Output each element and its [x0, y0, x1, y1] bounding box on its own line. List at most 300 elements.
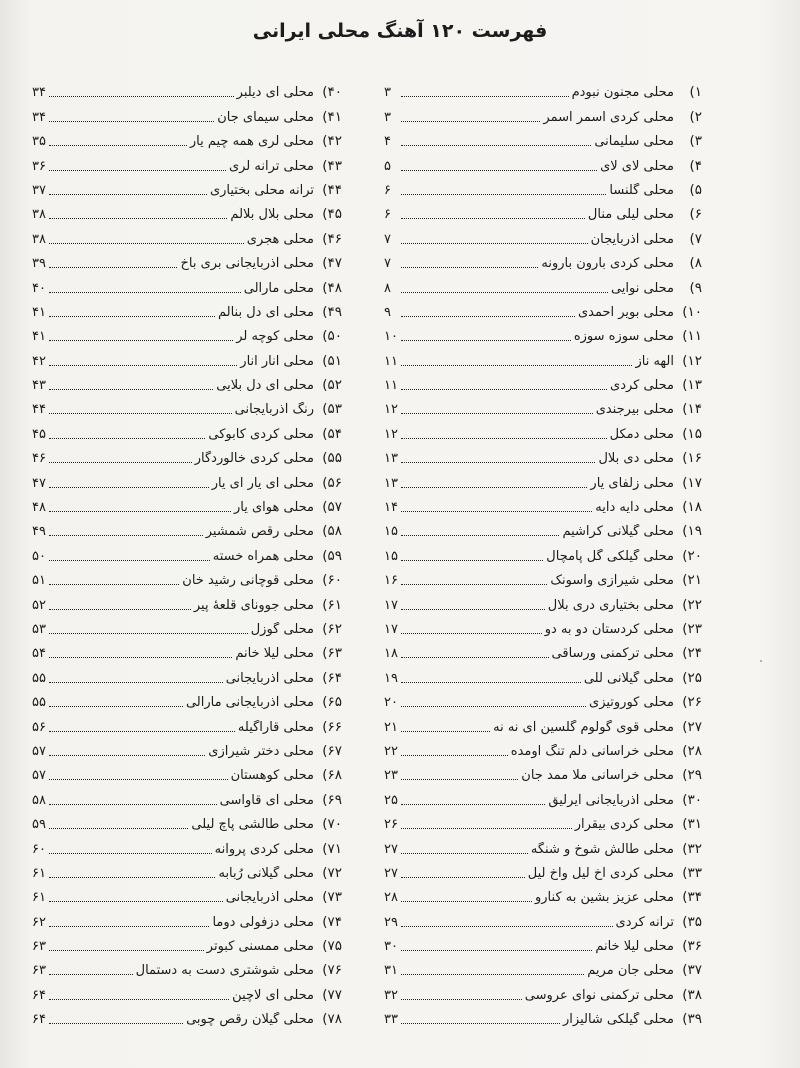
- entry-number: ۶۶): [322, 718, 342, 735]
- dot-leader: [49, 706, 183, 707]
- dot-leader: [49, 170, 226, 171]
- entry-title: محلی کوهستان: [230, 768, 314, 784]
- entry-page-number: ۱۳: [384, 475, 398, 491]
- toc-entry: [32, 783, 342, 807]
- entry-title: الهه ناز: [635, 353, 674, 369]
- dot-leader: [401, 389, 607, 390]
- entry-title: محلی کوچه لر: [236, 329, 314, 345]
- dot-leader: [401, 682, 581, 683]
- dot-leader: [401, 706, 586, 707]
- entry-page-number: ۱۰: [384, 329, 398, 345]
- dot-leader: [49, 609, 191, 610]
- entry-title: محلی لیلا خانم: [235, 646, 314, 662]
- entry-number: ۱۳): [682, 377, 702, 394]
- entry-number: ۴۱): [322, 108, 342, 125]
- toc-entry: [384, 759, 702, 783]
- dot-leader: [49, 96, 234, 97]
- entry-page-number: ۶۰: [32, 841, 46, 857]
- toc-entry: [32, 1003, 342, 1027]
- entry-number: ۱): [689, 84, 702, 101]
- dot-leader: [401, 926, 613, 927]
- entry-page-number: ۴۷: [32, 475, 46, 491]
- toc-entry: [32, 393, 342, 417]
- entry-number: ۴): [689, 157, 702, 174]
- entry-number: ۲۴): [682, 645, 702, 662]
- toc-entry: [384, 296, 702, 320]
- entry-number: ۴۶): [322, 230, 342, 247]
- dot-leader: [49, 316, 215, 317]
- entry-page-number: ۹: [384, 304, 391, 320]
- entry-number: ۲): [689, 108, 702, 125]
- dot-leader: [49, 487, 209, 488]
- entry-page-number: ۱۱: [384, 353, 398, 369]
- toc-entry: [384, 417, 702, 441]
- entry-number: ۱۰): [682, 303, 702, 320]
- entry-page-number: ۳۷: [32, 182, 46, 198]
- entry-title: محلی دایه دایه: [595, 500, 674, 516]
- dot-leader: [401, 438, 607, 439]
- dot-leader: [401, 292, 608, 293]
- dot-leader: [49, 413, 232, 414]
- entry-title: محلی خراسانی ملا ممد جان: [521, 768, 674, 784]
- entry-title: محلی لای لای: [600, 158, 674, 174]
- entry-page-number: ۵۴: [32, 646, 46, 662]
- toc-entry: [384, 978, 702, 1002]
- dot-leader: [401, 633, 542, 634]
- dot-leader: [49, 901, 223, 902]
- entry-title: محلی کوروتیزی: [589, 695, 674, 711]
- entry-title: محلی آذربایجان: [590, 231, 674, 247]
- toc-entry: [32, 417, 342, 441]
- dot-leader: [401, 877, 525, 878]
- dot-leader: [49, 779, 228, 780]
- entry-number: ۵۰): [322, 328, 342, 345]
- entry-number: ۴۳): [322, 157, 342, 174]
- dot-leader: [401, 218, 585, 219]
- dot-leader: [49, 340, 233, 341]
- toc-entry: [384, 588, 702, 612]
- toc-entry: [32, 442, 342, 466]
- entry-page-number: ۲۷: [384, 841, 398, 857]
- toc-entry: [384, 661, 702, 685]
- toc-entry: [384, 76, 702, 100]
- entry-title: محلی آذربایجانی: [225, 890, 314, 906]
- entry-number: ۳۵): [682, 913, 702, 930]
- entry-page-number: ۳۹: [32, 256, 46, 272]
- entry-page-number: ۱۴: [384, 500, 398, 516]
- dot-leader: [49, 121, 214, 122]
- entry-page-number: ۶: [384, 207, 391, 223]
- toc-entry: [32, 222, 342, 246]
- entry-title: محلی بویر احمدی: [577, 304, 674, 320]
- entry-number: ۸): [689, 255, 702, 272]
- toc-entry: [384, 954, 702, 978]
- entry-page-number: ۵۸: [32, 792, 46, 808]
- entry-number: ۵۴): [322, 425, 342, 442]
- dot-leader: [49, 877, 215, 878]
- toc-entry: [384, 491, 702, 515]
- toc-entry: [384, 393, 702, 417]
- entry-number: ۵۶): [322, 474, 342, 491]
- dot-leader: [49, 657, 232, 658]
- dot-leader: [401, 267, 538, 268]
- toc-entry: [32, 881, 342, 905]
- entry-title: محلی قوچانی رشید خان: [182, 573, 314, 589]
- entry-title: محلی کردی خالوردگار: [194, 451, 314, 467]
- toc-entry: [384, 149, 702, 173]
- dot-leader: [49, 243, 244, 244]
- dot-leader: [49, 218, 227, 219]
- entry-number: ۱۶): [682, 450, 702, 467]
- entry-page-number: ۴۱: [32, 329, 46, 345]
- entry-title: محلی گوزل: [250, 621, 314, 637]
- entry-number: ۶۰): [322, 572, 342, 589]
- entry-page-number: ۶۲: [32, 914, 46, 930]
- entry-number: ۷۳): [322, 889, 342, 906]
- toc-entry: [384, 686, 702, 710]
- entry-number: ۲۹): [682, 767, 702, 784]
- entry-title: محلی ای دل بنالم: [217, 304, 314, 320]
- entry-page-number: ۵۲: [32, 597, 46, 613]
- entry-page-number: ۲۹: [384, 914, 398, 930]
- entry-title: محلی دی بلال: [598, 451, 674, 467]
- entry-page-number: ۵۵: [32, 695, 46, 711]
- toc-entry: [32, 76, 342, 100]
- entry-page-number: ۵: [384, 158, 391, 174]
- entry-page-number: ۴۰: [32, 280, 46, 296]
- entry-page-number: ۳: [384, 109, 391, 125]
- entry-title: محلی سوزه سوزه: [573, 329, 674, 345]
- dot-leader: [49, 755, 205, 756]
- toc-entry: [32, 564, 342, 588]
- dot-leader: [401, 609, 545, 610]
- toc-entry: [32, 491, 342, 515]
- entry-page-number: ۳۶: [32, 158, 46, 174]
- entry-number: ۷۵): [322, 938, 342, 955]
- toc-entry: [32, 149, 342, 173]
- entry-number: ۶۴): [322, 669, 342, 686]
- entry-page-number: ۳۴: [32, 109, 46, 125]
- entry-page-number: ۱۱: [384, 378, 398, 394]
- entry-page-number: ۶۴: [32, 1012, 46, 1028]
- entry-number: ۷۸): [322, 1011, 342, 1028]
- entry-page-number: ۶: [384, 182, 391, 198]
- dot-leader: [401, 853, 528, 854]
- entry-number: ۶۸): [322, 767, 342, 784]
- dot-leader: [401, 121, 540, 122]
- toc-entry: [32, 539, 342, 563]
- toc-entry: [384, 320, 702, 344]
- entry-title: محلی دمکل: [609, 426, 674, 442]
- entry-page-number: ۵۰: [32, 548, 46, 564]
- toc-entry: [32, 588, 342, 612]
- entry-title: محلی آی قاواسی: [219, 792, 314, 808]
- dot-leader: [401, 316, 575, 317]
- entry-title: محلی هوای یار: [234, 500, 314, 516]
- entry-page-number: ۳۳: [384, 1012, 398, 1028]
- entry-title: محلی شوشتری دست به دستمال: [135, 963, 314, 979]
- entry-number: ۳۸): [682, 986, 702, 1003]
- dot-leader: [401, 170, 597, 171]
- entry-number: ۱۵): [682, 425, 702, 442]
- dot-leader: [401, 950, 592, 951]
- entry-number: ۶۲): [322, 620, 342, 637]
- entry-number: ۴۸): [322, 279, 342, 296]
- toc-entry: [384, 1003, 702, 1027]
- entry-page-number: ۱۶: [384, 573, 398, 589]
- toc-entry: [384, 222, 702, 246]
- dot-leader: [401, 413, 593, 414]
- entry-title: محلی قاراگیله: [237, 719, 314, 735]
- toc-entry: [384, 735, 702, 759]
- toc-entry: [32, 100, 342, 124]
- dot-leader: [401, 365, 632, 366]
- entry-title: محلی رقص شمشیر: [205, 524, 314, 540]
- entry-title: محلی طالش شوخ و شنگه: [530, 841, 674, 857]
- entry-number: ۱۲): [682, 352, 702, 369]
- entry-number: ۵۵): [322, 450, 342, 467]
- dot-leader: [401, 511, 592, 512]
- toc-entry: [384, 369, 702, 393]
- toc-entry: [32, 344, 342, 368]
- entry-number: ۶۳): [322, 645, 342, 662]
- entry-number: ۱۴): [682, 401, 702, 418]
- dot-leader: [49, 292, 241, 293]
- dot-leader: [401, 755, 508, 756]
- entry-number: ۱۱): [682, 328, 702, 345]
- entry-page-number: ۳۵: [32, 134, 46, 150]
- entry-page-number: ۲۱: [384, 719, 398, 735]
- toc-entry: [384, 344, 702, 368]
- entry-number: ۴۴): [322, 181, 342, 198]
- dot-leader: [401, 974, 584, 975]
- toc-entry: [384, 100, 702, 124]
- entry-page-number: ۲۵: [384, 792, 398, 808]
- toc-entry: [384, 832, 702, 856]
- toc-entry: [384, 857, 702, 881]
- entry-title: محلی سیمای جان: [217, 109, 314, 125]
- toc-column-right: [384, 76, 702, 1027]
- toc-entry: [384, 515, 702, 539]
- entry-title: محلی گلنسا: [609, 182, 674, 198]
- entry-page-number: ۱۷: [384, 597, 398, 613]
- entry-title: محلی بلال بلالُم: [230, 207, 314, 223]
- entry-number: ۳۹): [682, 1011, 702, 1028]
- toc-entry: [32, 637, 342, 661]
- entry-title: محلی انار انار: [240, 353, 314, 369]
- entry-title: محلی آذربایجانی بری باخ: [180, 256, 314, 272]
- entry-title: محلی کردستان دو به دو: [544, 621, 674, 637]
- entry-page-number: ۵۶: [32, 719, 46, 735]
- toc-entry: [384, 564, 702, 588]
- dot-leader: [49, 145, 187, 146]
- toc-entry: [384, 613, 702, 637]
- dot-leader: [401, 657, 549, 658]
- toc-entry: [32, 466, 342, 490]
- toc-entry: [32, 515, 342, 539]
- entry-number: ۴۵): [322, 206, 342, 223]
- entry-number: ۲۸): [682, 742, 702, 759]
- entry-number: ۲۷): [682, 718, 702, 735]
- entry-number: ۵۲): [322, 377, 342, 394]
- entry-title: محلی هجری: [246, 231, 314, 247]
- dot-leader: [49, 853, 212, 854]
- toc-entry: [32, 808, 342, 832]
- entry-number: ۷۲): [322, 864, 342, 881]
- toc-entry: [384, 637, 702, 661]
- entry-title: محلی ترکمنی نوای عروسی: [524, 987, 674, 1003]
- entry-page-number: ۵۹: [32, 817, 46, 833]
- dot-leader: [49, 804, 217, 805]
- entry-page-number: ۷: [384, 256, 391, 272]
- entry-title: محلی ممسنی کبوتر: [206, 939, 314, 955]
- entry-title: محلی ای دل بلایی: [216, 378, 314, 394]
- dot-leader: [401, 194, 606, 195]
- entry-title: محلی آذربایجانی آیرلیق: [548, 792, 674, 808]
- entry-title: محلی طالشی پاچ لیلی: [191, 817, 314, 833]
- toc-entry: [32, 271, 342, 295]
- entry-title: محلی گیلکی گل پامچال: [546, 548, 674, 564]
- entry-title: محلی کردی آخ لیل واخ لیل: [527, 865, 674, 881]
- toc-entry: [384, 198, 702, 222]
- entry-title: محلی کردی: [610, 378, 674, 394]
- entry-page-number: ۴۱: [32, 304, 46, 320]
- entry-page-number: ۳۸: [32, 207, 46, 223]
- dot-leader: [49, 926, 209, 927]
- dot-leader: [401, 487, 587, 488]
- paper-speck: [760, 660, 762, 662]
- entry-page-number: ۱۸: [384, 646, 398, 662]
- dot-leader: [401, 340, 571, 341]
- entry-title: محلی ای یار ای یار: [211, 475, 314, 491]
- entry-number: ۵۹): [322, 547, 342, 564]
- dot-leader: [401, 560, 543, 561]
- toc-entry: [32, 686, 342, 710]
- entry-number: ۶۷): [322, 742, 342, 759]
- entry-number: ۱۸): [682, 499, 702, 516]
- entry-title: محلی مجنون نبودم: [571, 85, 674, 101]
- entry-title: محلی زلفای یار: [590, 475, 674, 491]
- entry-title: ترانه کردی: [615, 914, 674, 930]
- toc-entry: [32, 832, 342, 856]
- dot-leader: [49, 365, 237, 366]
- toc-entry: [32, 296, 342, 320]
- entry-page-number: ۴۶: [32, 451, 46, 467]
- entry-page-number: ۴۵: [32, 426, 46, 442]
- entry-page-number: ۱۵: [384, 524, 398, 540]
- dot-leader: [49, 438, 205, 439]
- dot-leader: [49, 560, 210, 561]
- entry-number: ۲۰): [682, 547, 702, 564]
- dot-leader: [49, 584, 179, 585]
- entry-page-number: ۳: [384, 85, 391, 101]
- entry-page-number: ۲۲: [384, 743, 398, 759]
- entry-page-number: ۳۸: [32, 231, 46, 247]
- dot-leader: [49, 194, 207, 195]
- entry-number: ۳۲): [682, 840, 702, 857]
- entry-title: محلی کردی بارون بارونه: [541, 256, 674, 272]
- entry-page-number: ۱۹: [384, 670, 398, 686]
- entry-number: ۴۰): [322, 84, 342, 101]
- page-title: فهرست ۱۲۰ آهنگ محلی ایرانی: [252, 20, 548, 42]
- entry-page-number: ۶۳: [32, 963, 46, 979]
- toc-entry: [32, 710, 342, 734]
- entry-title: محلی کردی کابوکی: [208, 426, 314, 442]
- entry-title: رنگ آذربایجانی: [234, 402, 314, 418]
- entry-number: ۴۲): [322, 133, 342, 150]
- toc-entry: [32, 930, 342, 954]
- entry-title: محلی کردی بیقرار: [574, 817, 674, 833]
- entry-page-number: ۶۱: [32, 865, 46, 881]
- toc-entry: [384, 466, 702, 490]
- toc-entry: [32, 759, 342, 783]
- entry-title: محلی عزیز بشین به کنارو: [535, 890, 674, 906]
- toc-entry: [32, 954, 342, 978]
- entry-title: محلی آی لاچین: [232, 987, 314, 1003]
- entry-page-number: ۵۷: [32, 743, 46, 759]
- toc-entry: [384, 710, 702, 734]
- entry-number: ۳۴): [682, 889, 702, 906]
- entry-page-number: ۵۵: [32, 670, 46, 686]
- entry-title: محلی گیلانی للی: [583, 670, 674, 686]
- toc-entry: [384, 539, 702, 563]
- dot-leader: [401, 462, 595, 463]
- entry-page-number: ۱۵: [384, 548, 398, 564]
- dot-leader: [49, 682, 223, 683]
- entry-page-number: ۳۰: [384, 939, 398, 955]
- dot-leader: [401, 999, 522, 1000]
- entry-number: ۷۶): [322, 962, 342, 979]
- toc-entry: [384, 125, 702, 149]
- toc-column-left: [32, 76, 342, 1027]
- entry-title: محلی گیلکی شالیزار: [563, 1012, 674, 1028]
- entry-page-number: ۲۸: [384, 890, 398, 906]
- dot-leader: [401, 243, 588, 244]
- dot-leader: [49, 535, 203, 536]
- toc-entry: [32, 320, 342, 344]
- entry-number: ۲۶): [682, 694, 702, 711]
- entry-number: ۶۱): [322, 596, 342, 613]
- entry-page-number: ۳۱: [384, 963, 398, 979]
- toc-entry: [32, 198, 342, 222]
- entry-number: ۲۵): [682, 669, 702, 686]
- entry-title: محلی شیرازی واسونک: [550, 573, 674, 589]
- toc-entry: [32, 978, 342, 1002]
- toc-entry: [32, 735, 342, 759]
- dot-leader: [401, 584, 547, 585]
- entry-number: ۲۲): [682, 596, 702, 613]
- entry-page-number: ۵۱: [32, 573, 46, 589]
- toc-entry: [32, 247, 342, 271]
- entry-page-number: ۵۳: [32, 621, 46, 637]
- entry-page-number: ۴۳: [32, 378, 46, 394]
- dot-leader: [401, 804, 545, 805]
- dot-leader: [401, 96, 569, 97]
- entry-number: ۶۵): [322, 694, 342, 711]
- entry-title: محلی مارالی: [243, 280, 314, 296]
- entry-title: محلی دختر شیرازی: [208, 743, 314, 759]
- dot-leader: [49, 1023, 183, 1024]
- entry-title: محلی بختیاری دری بلال: [547, 597, 674, 613]
- toc-entry: [384, 783, 702, 807]
- entry-title: محلی لیلا خانم: [595, 939, 674, 955]
- entry-title: محلی کردی اسمر اسمر: [543, 109, 674, 125]
- toc-entry: [384, 271, 702, 295]
- entry-page-number: ۳۴: [32, 85, 46, 101]
- dot-leader: [49, 389, 213, 390]
- entry-title: محلی کردی پروانه: [214, 841, 314, 857]
- entry-page-number: ۵۷: [32, 768, 46, 784]
